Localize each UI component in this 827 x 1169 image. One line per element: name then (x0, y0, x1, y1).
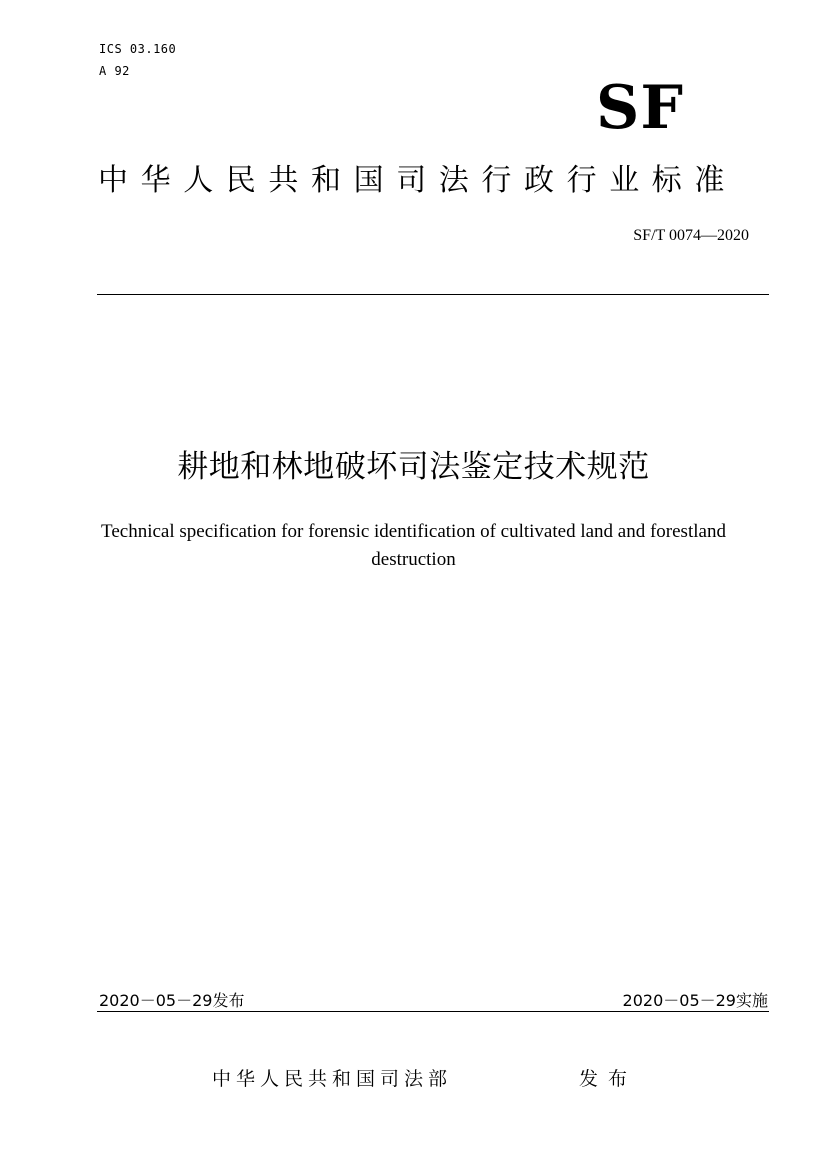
ccs-code: A 92 (99, 64, 130, 78)
standard-number: SF/T 0074—2020 (633, 227, 749, 244)
issue-date: 2020－05－29发布 (99, 991, 245, 1010)
ics-code: ICS 03.160 (99, 42, 177, 56)
sf-logo: SF (596, 73, 684, 143)
document-title-en: Technical specification for forensic identification of cultivated land and forestland destruction (101, 521, 726, 570)
implementation-date: 2020－05－29实施 (622, 991, 768, 1010)
publisher-name: 中华人民共和国司法部 (212, 1068, 453, 1090)
document-title-cn: 耕地和林地破坏司法鉴定技术规范 (177, 449, 650, 485)
top-divider (97, 294, 769, 295)
standard-type-title: 中华人民共和国司法行政行业标准 (98, 163, 737, 198)
bottom-divider (97, 1011, 769, 1012)
publish-label: 发布 (579, 1068, 638, 1090)
